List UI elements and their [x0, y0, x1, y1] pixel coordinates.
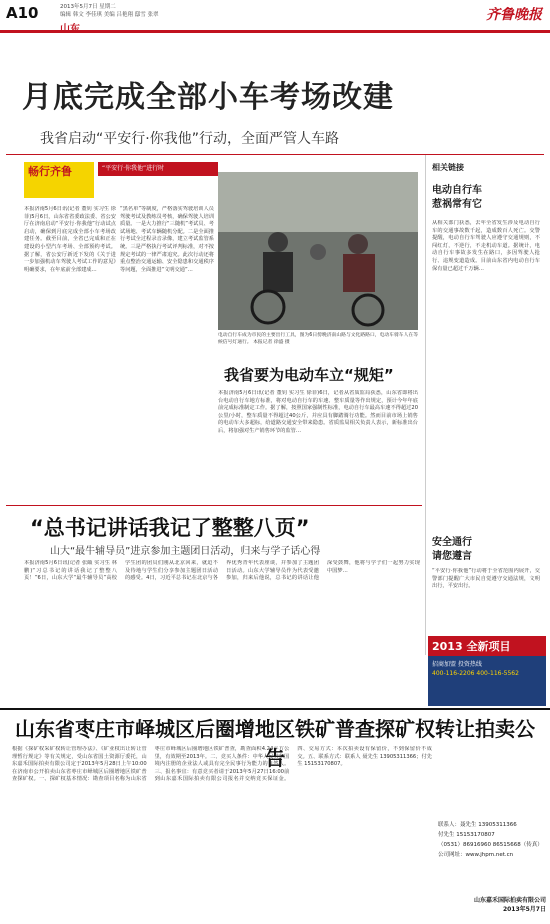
advert-title: 2013 全新项目 — [428, 636, 546, 656]
contact-line-1: 联系人：聂先生 13905311366 — [438, 822, 517, 828]
header-rule — [0, 30, 550, 33]
sidebar-title — [432, 184, 482, 212]
notice-signature — [438, 896, 546, 914]
signature-company: 山东嘉禾国际拍卖有限公司 — [473, 897, 546, 904]
safety-title-line-1: 安全通行 — [432, 537, 472, 548]
notice-headline: 山东省枣庄市峄城区后圈增地区铁矿普查探矿权转让拍卖公告 — [15, 717, 535, 770]
advert-line-1: 招商加盟 投资热线 — [432, 661, 482, 668]
sidebar-divider — [425, 155, 426, 655]
badge-word: 畅行齐鲁 — [28, 165, 72, 178]
ebike-body: 本报济南5月6日讯(记者 董钊 实习生 徐菲)6日，记者从省质监局获悉，山东省即将出台电动自行车地方标准，将对电动自行车的车速、整车质量等作出规定，预计今年年底前完成标准制定工作。据了解，按照国家强制性标准，电动自行车最高车速不得超过20公里/小时，整车质量不得超过40公斤，并应具有脚踏骑行功能。然而目前市场上销售的电动车大多超标，给道路交通安全带来隐患。省质监局相关负责人表示，新标准出台后，将加强对生产销售环节的监管… — [218, 390, 418, 434]
notice-body: 根据《探矿权采矿权转让管理办法》、《矿业权出让转让管理暂行规定》等有关规定，受山东省国土资源厅委托，山东嘉禾国际拍卖有限公司定于2013年5月28日上午10:00在济南市公开拍卖山东省枣庄市峄城区后圈增地区铁矿普查探矿权。一、探矿权基本情况：勘查项目名称为山东省枣庄市峄城区后圈增地区铁矿普查，勘查面积4.24平方公里，有效期至2013年。二、竞买人条件：中华人民共和国境内注册的企业法人或具有完全民事行为能力的自然人。三、报名事宜：有意竞买者请于2013年5月27日16:00前到山东嘉禾国际拍卖有限公司报名并交纳竞买保证金。四、交易方式：本次拍卖设有保留价，不到保留价不成交。五、联系方式：联系人 聂先生 13905311366；付先生 15153170807。 — [12, 746, 432, 783]
safety-body: “平安行·你我他”行动将于全省范围内展开，交警部门提醒广大市民自觉遵守交通法规，文明出行，平安出行。 — [432, 568, 540, 590]
quote-body: 本报济南5月6日讯(记者 张頔 实习生 林鹏)“习总书记的讲话我记了整整八页！”6日，山东大学“最牛辅导员”高校学生团的团员们刚从北京回来，就迫不及待地与学生们分享参加主题团日活动的感受。4日，习近平总书记在北京与各界优秀青年代表座谈，并参加了主题团日活动。山东大学辅导员作为代表受邀参加，归来后他说，总书记的讲话让他深受鼓舞，他将与学子们一起努力实现中国梦… — [24, 560, 420, 582]
lead-body-mid: “黑名单”等制度，严格落实驾驶培训人员驾驶考试及教练员考核，确保驾驶人培训质量。一是大力推行“三随机”考试员、考试场地、考试车辆随机分配。二是全面推行考试全过程录音录像，建立考试监管系统。三是严格执行考试评判标准，对不按规定考试的一律严肃追究。此次行动还将重点整治交通运输、安全隐患和交通秩序等问题，全面推进“文明交通”… — [120, 206, 214, 273]
photo-caption: 电动自行车成为市民的主要出行工具，图为6日傍晚济南山路与文化路路口，电动车骑车人在等候信号灯通行。 本报记者 徐盛 摄 — [218, 333, 418, 345]
newspaper-logo: 齐鲁晚报 — [486, 7, 542, 23]
lead-photo — [218, 172, 418, 330]
sidebar-body: 从相关部门获悉，去年全省发生涉及电动自行车的交通事故数千起，造成数百人死亡。交警提醒，电动自行车驾驶人应遵守交通规则，不闯红灯，不逆行，不走机动车道。据统计，电动自行车事故多发生在路口，多因驾驶人抢行、违规变道造成。目前山东省内电动自行车保有量已超过千万辆… — [432, 220, 540, 272]
sidebar-title-line-1: 电动自行车 — [432, 185, 482, 196]
contact-line-3: （0531）86916960 86515668（传真） — [438, 842, 543, 848]
page-number: A10 — [6, 4, 39, 22]
lead-badge — [24, 162, 94, 198]
safety-title — [432, 536, 472, 564]
badge-tag: “平安行·你我他”进行时 — [98, 162, 218, 176]
sidebar-title-line-2: 惹祸常有它 — [432, 199, 482, 210]
advert[interactable] — [428, 636, 546, 706]
safety-title-line-2: 请您遵言 — [432, 551, 472, 562]
cyclists-photo-icon — [218, 172, 418, 330]
lead-headline: 月底完成全部小车考场改建 — [22, 80, 394, 115]
signature-date: 2013年5月7日 — [502, 906, 546, 913]
advert-line-2: 400-116-2206 400-116-5562 — [432, 670, 519, 677]
notice-rule — [0, 708, 550, 710]
contact-line-2: 付先生 15153170807 — [438, 832, 495, 838]
quote-headline: “总书记讲话我记了整整八页” — [30, 516, 310, 540]
editors-line: 编辑 韩文 李佳琪 美编 吕艳翔 邸雪 张翠 — [60, 12, 159, 18]
contact-line-4: 公司网址：www.jhpm.net.cn — [438, 852, 514, 858]
page-header — [0, 0, 550, 30]
quote-divider — [6, 505, 422, 506]
lead-subhead: 我省启动“平安行·你我他”行动，全面严管人车路 — [40, 131, 339, 147]
lead-body-left: 本报济南5月6日讯(记者 董钊 实习生 徐菲)5月6日，山东省省委政法委、省公安厅在济南启动“平安行·你我他”行动试点启动，确保到月底完成全部小车考场改建任务。截至目前，全省已完成和正在建设的小型汽车考场、全部预约考试。据了解，省公安厅新近下发的《关于进一步加强机动车驾驶人考试工作的意见》明确要求，在年底前全部建成… — [24, 206, 116, 273]
date-line: 2013年5月7日 星期二 — [60, 4, 116, 10]
ebike-headline: 我省要为电动车立“规矩” — [224, 366, 394, 384]
sidebar-tag: 相关链接 — [432, 163, 464, 172]
quote-subhead: 山大“最牛辅导员”进京参加主题团日活动，归来与学子话心得 — [50, 546, 321, 557]
lead-divider — [6, 154, 544, 155]
notice-contacts — [438, 820, 546, 860]
